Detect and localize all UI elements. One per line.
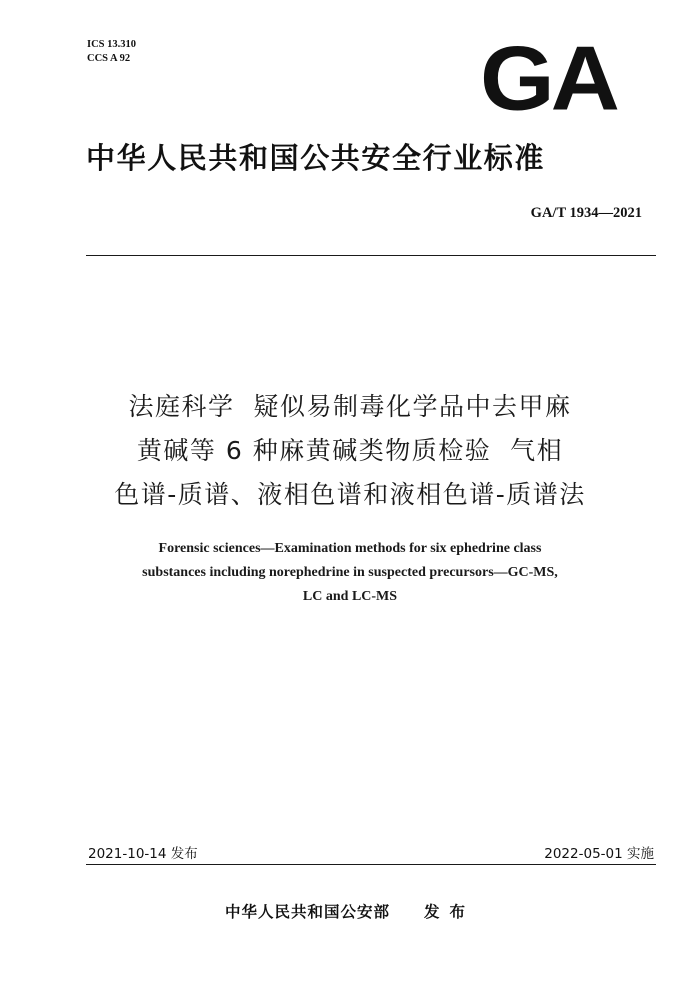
bottom-divider [86,864,656,865]
english-title-line-2: substances including norephedrine in suspected precursors—GC-MS, [142,565,558,580]
implementation-date: 2022-05-01 实施 [544,846,654,862]
publisher-action: 发布 [424,903,476,921]
chinese-title-line-2: 黄碱等 6 种麻黄碱类物质检验 气相 [136,436,564,465]
english-title-line-1: Forensic sciences—Examination methods for six ephedrine class [158,541,542,556]
org-title: 中华人民共和国公共安全行业标准 [86,141,546,175]
top-divider [86,255,656,256]
publisher [0,900,700,922]
ga-logo [476,27,620,130]
chinese-title-line-3: 色谱-质谱、液相色谱和液相色谱-质谱法 [114,480,586,509]
ccs-code: CCS A 92 [87,53,131,64]
ga-logo-text: GA [480,27,616,130]
ics-code: ICS 13.310 [87,39,137,50]
english-title-line-3: LC and LC-MS [302,589,398,604]
issue-date: 2021-10-14 发布 [88,846,198,862]
chinese-title-line-1: 法庭科学 疑似易制毒化学品中去甲麻 [128,392,572,421]
classification-codes [87,38,136,66]
publisher-name: 中华人民共和国公安部 [224,903,390,921]
standard-number: GA/T 1934—2021 [530,205,642,221]
english-title [60,537,640,609]
chinese-title [60,385,640,517]
